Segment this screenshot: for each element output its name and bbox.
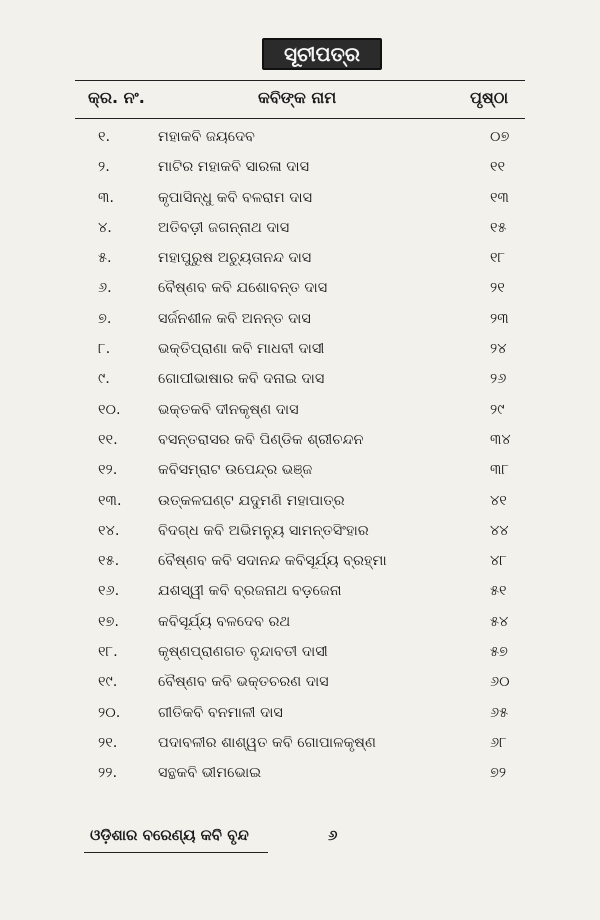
toc-row <box>0 302 600 332</box>
footer-book-title: ଓଡ଼ିଶାର ବରେଣ୍ୟ କବି ବୃନ୍ଦ <box>90 826 249 844</box>
toc-list <box>0 120 600 787</box>
toc-title: ଉତ୍କଳଘଣ୍ଟ ଯଦୁମଣି ମହାପାତ୍ର <box>158 492 345 509</box>
toc-serial: ୨. <box>98 159 110 176</box>
toc-serial: ୧୧. <box>98 431 118 448</box>
toc-row <box>0 241 600 271</box>
toc-serial: ୨୦. <box>98 704 121 721</box>
toc-page-number: ୬୫ <box>490 704 509 721</box>
toc-page-number: ୨୬ <box>490 371 507 388</box>
toc-row <box>0 393 600 423</box>
toc-page-number: ୨୯ <box>490 401 505 418</box>
toc-title: ଭକ୍ତିପ୍ରାଣା କବି ମାଧବୀ ଦାସୀ <box>158 341 325 358</box>
toc-page-number: ୦୭ <box>490 129 510 145</box>
toc-page-number: ୬୮ <box>490 734 507 751</box>
toc-serial: ୯. <box>98 371 110 388</box>
toc-page-number: ୧୩ <box>490 189 509 206</box>
toc-title: ସନ୍ଥକବି ଭୀମଭୋଇ <box>158 765 262 782</box>
toc-row <box>0 665 600 695</box>
toc-serial: ୧୬. <box>98 583 120 600</box>
toc-serial: ୩. <box>98 189 115 206</box>
toc-serial: ୨୨. <box>98 765 118 782</box>
toc-serial: ୧୩. <box>98 492 122 509</box>
toc-serial: ୧୯. <box>98 674 118 691</box>
toc-row <box>0 635 600 665</box>
toc-serial: ୧୫. <box>98 553 120 570</box>
toc-serial: ୪. <box>98 219 112 236</box>
toc-page-number: ୫୪ <box>490 613 509 630</box>
toc-page-number: ୨୧ <box>490 280 505 297</box>
toc-title: ଅତିବଡ଼ୀ ଜଗନ୍ନାଥ ଦାସ <box>158 219 290 236</box>
toc-row <box>0 756 600 786</box>
footer-page-number: ୬ <box>328 826 338 844</box>
toc-page-number: ୫୭ <box>490 644 508 661</box>
toc-row <box>0 181 600 211</box>
toc-serial: ୮. <box>98 341 111 358</box>
toc-page-number: ୩୪ <box>490 431 511 448</box>
toc-row <box>0 574 600 604</box>
toc-title: ସର୍ଜନଶୀଳ କବି ଅନନ୍ତ ଦାସ <box>158 310 311 327</box>
toc-title: ବିଦଗ୍ଧ କବି ଅଭିମନ୍ୟୁ ସାମନ୍ତସିଂହାର <box>158 522 369 539</box>
toc-title: ଯଶସ୍ୱୀ କବି ବ୍ରଜନାଥ ବଡ଼ଜେନା <box>158 583 342 600</box>
toc-title: କବିସମ୍ରାଟ ଉପେନ୍ଦ୍ର ଭଞ୍ଜ <box>158 462 313 479</box>
toc-title: ବୈଷ୍ଣବ କବି ଯଶୋବନ୍ତ ଦାସ <box>158 280 328 297</box>
toc-serial: ୧. <box>98 129 111 145</box>
toc-serial: ୧୭. <box>98 613 120 630</box>
toc-page-number: ୧୫ <box>490 219 507 236</box>
toc-serial: ୧୦. <box>98 401 121 418</box>
toc-serial: ୧୪. <box>98 522 120 539</box>
header-serial: କ୍ର. ନଂ. <box>88 88 145 107</box>
toc-row <box>0 423 600 453</box>
toc-page-number: ୧୮ <box>490 250 506 267</box>
toc-title: ବୈଷ୍ଣବ କବି ସଦାନନ୍ଦ କବିସୂର୍ଯ୍ୟ ବ୍ରହ୍ମା <box>158 553 387 570</box>
toc-row <box>0 514 600 544</box>
toc-row <box>0 453 600 483</box>
toc-row <box>0 150 600 180</box>
toc-title: ବୈଷ୍ଣବ କବି ଭକ୍ତଚରଣ ଦାସ <box>158 674 329 691</box>
footer-underline <box>84 852 268 853</box>
toc-page-number: ୩୮ <box>490 462 509 479</box>
toc-row <box>0 696 600 726</box>
toc-page-number: ୪୪ <box>490 522 509 539</box>
toc-title: କୃପାସିନ୍ଧୁ କବି ବଳରାମ ଦାସ <box>158 189 313 206</box>
header-page: ପୃଷ୍ଠା <box>470 88 509 107</box>
toc-row <box>0 362 600 392</box>
toc-page-number: ୫୧ <box>490 583 507 600</box>
toc-serial: ୨୧. <box>98 734 118 751</box>
toc-row <box>0 484 600 514</box>
toc-page-number: ୬୦ <box>490 674 510 691</box>
toc-page-number: ୨୩ <box>490 310 509 327</box>
toc-serial: ୧୮. <box>98 644 118 661</box>
toc-row <box>0 271 600 301</box>
toc-serial: ୬. <box>98 280 112 297</box>
toc-page-number: ୨୪ <box>490 341 507 358</box>
header-name: କବିଙ୍କ ନାମ <box>258 88 337 107</box>
page-title: ସୂଚୀପତ୍ର <box>262 38 382 70</box>
toc-title: ଗୋପୀଭାଷାର କବି ଦନାଇ ଦାସ <box>158 371 325 388</box>
toc-title: ମହାକବି ଜୟଦେବ <box>158 129 255 145</box>
toc-row <box>0 605 600 635</box>
toc-row <box>0 726 600 756</box>
toc-title: ମାଟିର ମହାକବି ସାରଳା ଦାସ <box>158 159 310 176</box>
toc-serial: ୫. <box>98 250 112 267</box>
toc-page-number: ୪୧ <box>490 492 507 509</box>
toc-serial: ୧୨. <box>98 462 118 479</box>
toc-title: କବିସୂର୍ଯ୍ୟ ବଳଦେବ ରଥ <box>158 613 291 630</box>
header-bottom-rule <box>75 118 525 119</box>
toc-page-number: ୭୨ <box>490 765 507 782</box>
header-top-rule <box>75 80 525 81</box>
toc-title: ଭକ୍ତକବି ଦୀନକୃଷ୍ଣ ଦାସ <box>158 401 299 418</box>
toc-title: ବସନ୍ତରାସର କବି ପିଣ୍ଡିକ ଶ୍ରୀଚନ୍ଦନ <box>158 431 364 448</box>
toc-page-number: ୪୮ <box>490 553 507 570</box>
toc-row <box>0 120 600 150</box>
toc-row <box>0 332 600 362</box>
toc-row <box>0 211 600 241</box>
toc-title: ମହାପୁରୁଷ ଅଚ୍ୟୁତାନନ୍ଦ ଦାସ <box>158 250 312 267</box>
toc-title: କୃଷ୍ଣପ୍ରାଣଗତ ବୃନ୍ଦାବତୀ ଦାସୀ <box>158 644 328 661</box>
toc-page-number: ୧୧ <box>490 159 506 176</box>
toc-row <box>0 544 600 574</box>
toc-serial: ୭. <box>98 310 112 327</box>
toc-title: ପଦାବଳୀର ଶାଶ୍ୱତ କବି ଗୋପାଳକୃଷ୍ଣ <box>158 734 376 751</box>
toc-title: ଗୀତିକବି ବନମାଳୀ ଦାସ <box>158 704 283 721</box>
